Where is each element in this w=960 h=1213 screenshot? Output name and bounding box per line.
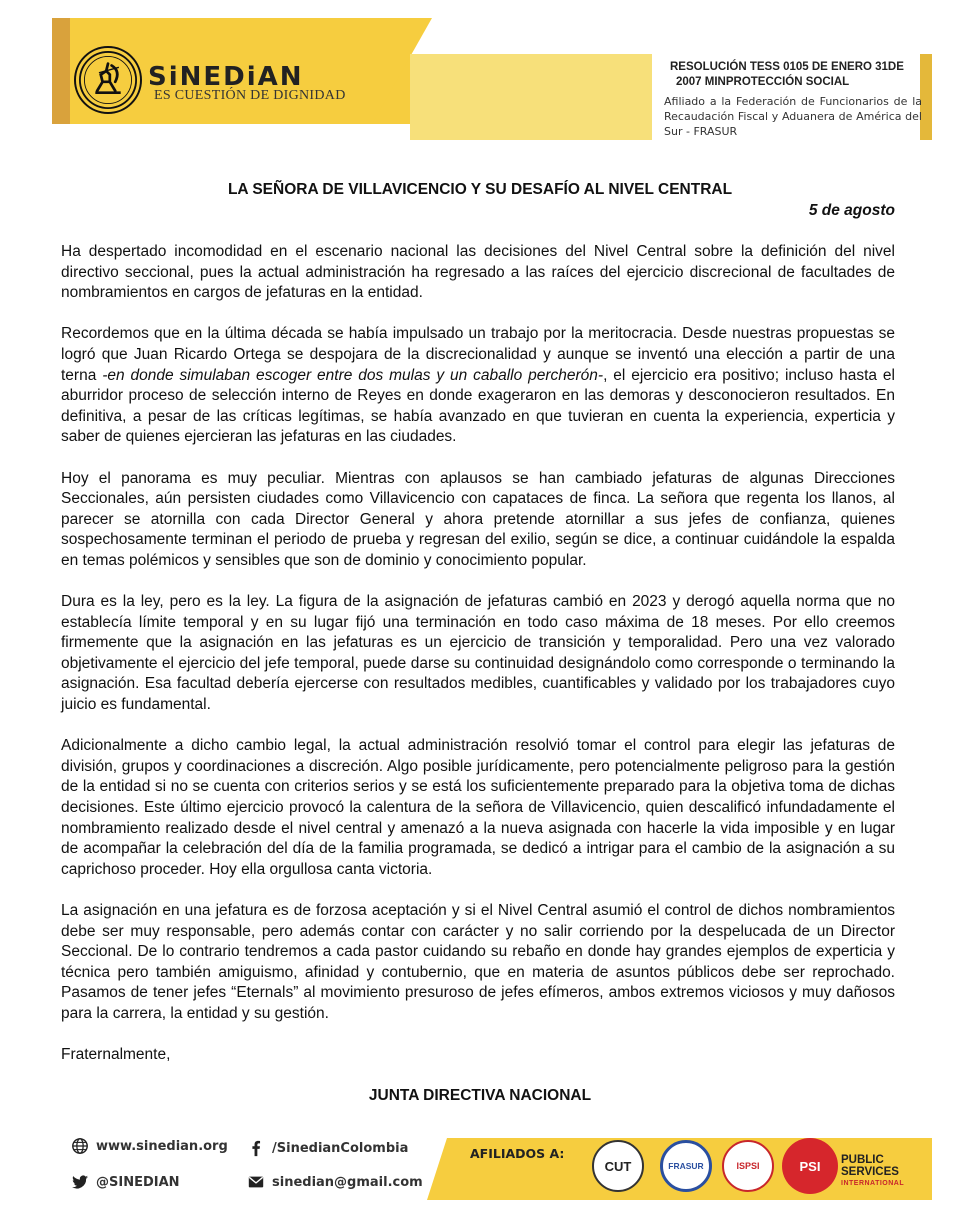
- resolution-line-2: 2007 MINPROTECCIÓN SOCIAL: [676, 76, 850, 88]
- ispsi-logo-icon: [722, 1140, 774, 1192]
- psi-name: [841, 1154, 904, 1190]
- facebook-link[interactable]: /SinedianColombia: [272, 1140, 409, 1156]
- email-link[interactable]: sinedian@gmail.com: [272, 1174, 423, 1190]
- globe-icon: [70, 1136, 90, 1156]
- affiliates-slant: [427, 1138, 447, 1200]
- document-date: 5 de agosto: [808, 202, 895, 219]
- affiliates-label: AFILIADOS A:: [470, 1146, 565, 1161]
- facebook-contact[interactable]: [246, 1138, 408, 1158]
- document-title: LA SEÑORA DE VILLAVICENCIO Y SU DESAFÍO AL NIVEL CENTRAL: [227, 181, 733, 198]
- signature: JUNTA DIRECTIVA NACIONAL: [368, 1087, 592, 1104]
- twitter-contact[interactable]: [70, 1172, 180, 1192]
- brand-slogan: ES CUESTIÓN DE DIGNIDAD: [154, 88, 346, 103]
- closing: Fraternalmente,: [61, 1046, 171, 1063]
- psi-line-2: SERVICES: [841, 1166, 899, 1178]
- psi-line-1: PUBLIC: [841, 1154, 884, 1166]
- paragraph-2-italic: -en donde simulaban escoger entre dos mulas y un caballo percherón-: [102, 366, 604, 384]
- ispsi-logo-text: ISPSI: [736, 1161, 760, 1171]
- facebook-icon: [246, 1138, 266, 1158]
- website-link[interactable]: www.sinedian.org: [96, 1138, 228, 1154]
- twitter-handle[interactable]: @SINEDIAN: [96, 1174, 180, 1190]
- header-left-bar: [52, 18, 70, 124]
- cut-logo-icon: [592, 1140, 644, 1192]
- paragraph-2-end: , el ejercicio era positivo; incluso hasta el aburridor proceso de selección interno de Reyes en donde exageraron en las demoras y desconocieron resultados. En definitiva, a pesar de las críticas legítimas, se había avanzado en que tuvieran en cuenta la experiencia, experticia y saber de quienes ejercieran las jefaturas en las ciudades.: [61, 366, 895, 446]
- affiliation-text: Afiliado a la Federación de Funcionarios de la Recaudación Fiscal y Aduanera de América del Sur - FRASUR: [664, 95, 922, 138]
- paragraph-1: Ha despertado incomodidad en el escenario nacional las decisiones del Nivel Central sobre la definición del nivel directivo seccional, pues la actual administración ha regresado a las raíces del ejercicio discrecional de facultades de nombramientos en cargos de jefaturas en la entidad.: [61, 243, 895, 302]
- resolution-text: [670, 60, 920, 90]
- psi-line-3: INTERNATIONAL: [841, 1180, 905, 1187]
- psi-logo-icon: [782, 1138, 838, 1194]
- frasur-logo-text: FRASUR: [668, 1161, 704, 1171]
- paragraph-5: Adicionalmente a dicho cambio legal, la actual administración resolvió tomar el control para elegir las jefaturas de división, grupos y coordinaciones a discreción. Algo posible jurídicamente, pero potencialmente peligroso para la gestión de la entidad si no se cuenta con criterios serios y se está los suficientemente preparado para la objetiva toma de dichas decisiones. Este último ejercicio provocó la calentura de la señora de Villavicencio, quien descalificó infundadamente el nombramiento realizado desde el nivel central y amenazó a la nueva asignada con hacerle la vida imposible y en lugar de acompañar la celebración del día de la familia programada, se dedicó a intrigar para el cambio de la asignación a su caprichoso proceder. Hoy ella orgullosa canta victoria.: [61, 737, 895, 878]
- document-body: [61, 242, 895, 1045]
- envelope-icon: [246, 1172, 266, 1192]
- paragraph-6: La asignación en una jefatura es de forzosa aceptación y si el Nivel Central asumió el control de dichos nombramientos debe ser muy responsable, pero además contar con carácter y no salir corriendo por la despelucada de un Director Seccional. De lo contrario tendremos a cada pastor cuidando su rebaño en donde hay grandes ejemplos de experticia y técnica pero también amiguismo, afinidad y contubernio, que en materia de asuntos públicos debe ser reprochado. Pasamos de tener jefes “Eternals” al movimiento presuroso de jefes efímeros, ambos extremos viciosos y muy dañosos para la carrera, la entidad y su gestión.: [61, 902, 895, 1022]
- website-contact[interactable]: [70, 1136, 228, 1156]
- frasur-logo-icon: [660, 1140, 712, 1192]
- brand-name: SiNEDiAN: [148, 62, 304, 92]
- resolution-line-1: RESOLUCIÓN TESS 0105 DE ENERO 31DE: [670, 61, 904, 73]
- paragraph-2-start: Recordemos que en la última década se había impulsado un trabajo por la meritocracia. Desde nuestras propuestas se logró que Juan Ricardo Ortega se despojara de la discrecionalidad y aunque se inventó una elección a partir de una terna: [61, 325, 895, 384]
- sinedian-logo-icon: [76, 48, 140, 112]
- psi-logo-text: PSI: [799, 1158, 821, 1174]
- paragraph-2: [61, 324, 895, 448]
- twitter-icon: [70, 1172, 90, 1192]
- cut-logo-text: CUT: [604, 1158, 632, 1174]
- footer: [52, 1130, 932, 1200]
- paragraph-3: Hoy el panorama es muy peculiar. Mientras con aplausos se han cambiado jefaturas de algunas Direcciones Seccionales, aún persisten ciudades como Villavicencio con capataces de finca. La señora que regenta los llanos, al parecer se atornilla con cada Director General y ahora pretende atornillar a sus jefes de confianza, quienes sospechosamente terminan el periodo de prueba y regresan del exilio, según se dice, a continuar cuidándole la espalda en temas polémicos y sensibles que son de dominio y conocimiento popular.: [61, 469, 895, 569]
- paragraph-4: Dura es la ley, pero es la ley. La figura de la asignación de jefaturas cambió en 2023 y derogó aquella norma que no establecía límite temporal y en su lugar fijó una terminación en todo caso máxima de 18 meses. Por ello creemos firmemente que la asignación en las jefaturas es un ejercicio de transición y temporalidad. Pero una vez valorado objetivamente el ejercicio del jefe temporal, puede darse su continuidad designándolo como corresponde o terminando la asignación. Esa facultad debería ejercerse con resultados medibles, cuantificables y validado por los trabajadores cuyo juicio es fundamental.: [61, 593, 895, 714]
- email-contact[interactable]: [246, 1172, 423, 1192]
- letterhead: [52, 18, 932, 140]
